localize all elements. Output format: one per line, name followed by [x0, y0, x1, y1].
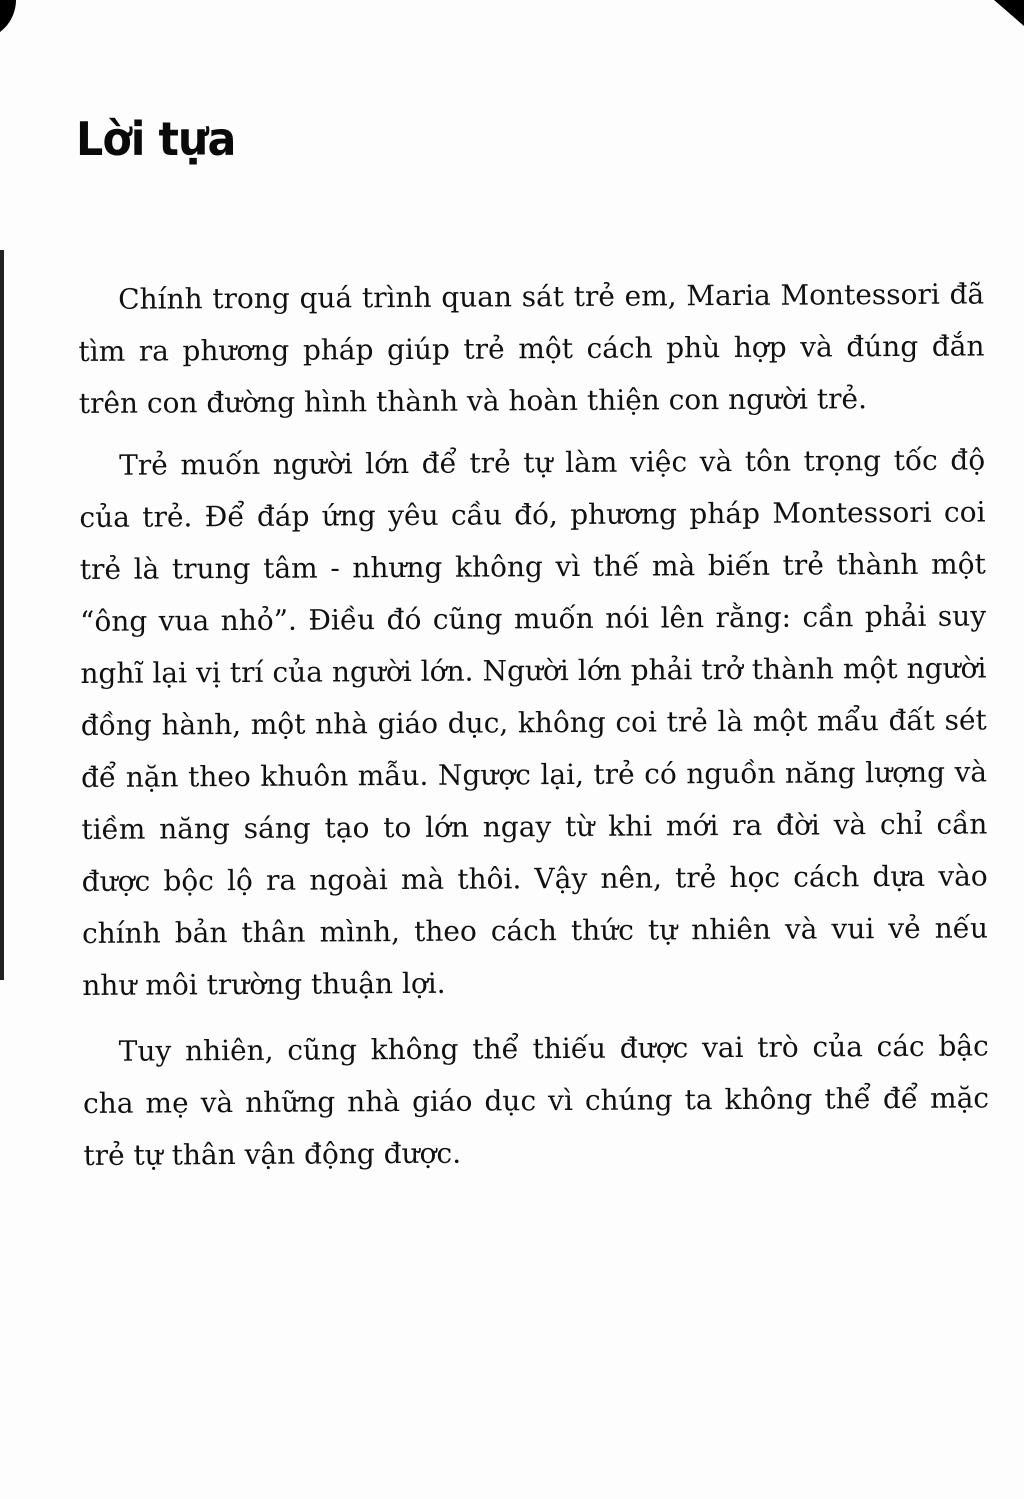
page-body — [78, 268, 990, 1192]
paragraph-3: Tuy nhiên, cũng không thể thiếu được vai trò của các bậc cha mẹ và những nhà giáo dục vì chúng ta không thể để mặc trẻ tự thân vận động được. — [82, 1029, 990, 1172]
page-corner-shadow — [0, 0, 16, 40]
page-edge — [0, 250, 4, 980]
paragraph-2: Trẻ muốn người lớn để trẻ tự làm việc và tôn trọng tốc độ của trẻ. Để đáp ứng yêu cầu đó, phương pháp Montessori coi trẻ là trung tâm - nhưng không vì thế mà biến trẻ thành một “ông vua nhỏ”. Điều đó cũng muốn nói lên rằng: cần phải suy nghĩ lại vị trí của người lớn. Người lớn phải trở thành một người đồng hành, một nhà giáo dục, không coi trẻ là một mẩu đất sét để nặn theo khuôn mẫu. Ngược lại, trẻ có nguồn năng lượng và tiềm năng sáng tạo to lớn ngay từ khi mới ra đời và chỉ cần được bộc lộ ra ngoài mà thôi. Vậy nên, trẻ học cách dựa vào chính bản thân mình, theo cách thức tự nhiên và vui vẻ nếu như môi trường thuận lợi. — [79, 443, 989, 1002]
paragraph-1: Chính trong quá trình quan sát trẻ em, Maria Montessori đã tìm ra phương pháp giúp trẻ một cách phù hợp và đúng đắn trên con đường hình thành và hoàn thiện con người trẻ. — [78, 277, 985, 420]
page-title: Lời tựa — [76, 112, 236, 166]
page-corner-shadow-right — [994, 0, 1024, 26]
